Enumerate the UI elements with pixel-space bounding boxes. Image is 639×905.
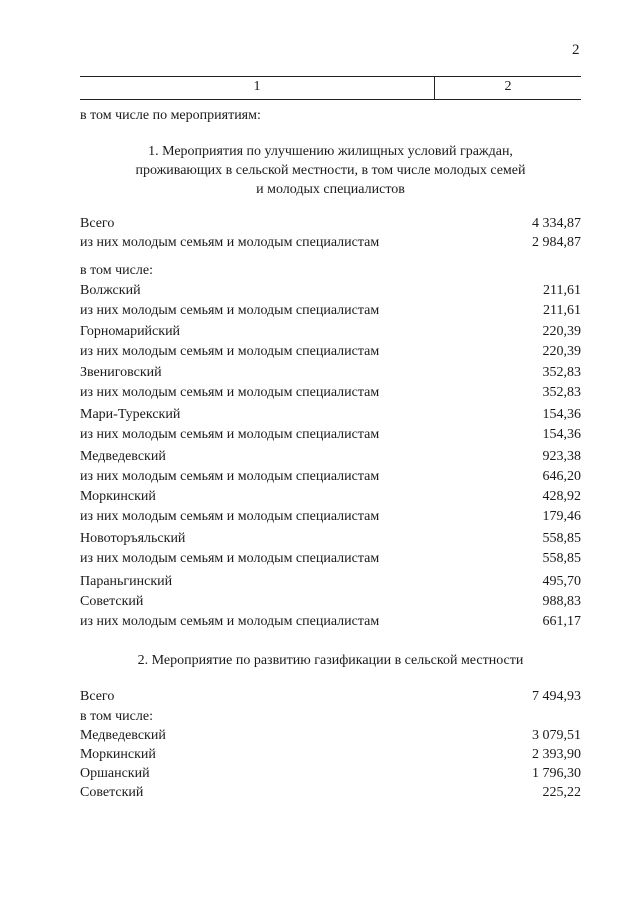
row-label: Параньгинский [80,574,173,589]
row-label: из них молодым семьям и молодым специалистам [80,509,380,524]
table-row [80,427,581,446]
row-value: 154,36 [542,427,581,442]
row-label: из них молодым семьям и молодым специалистам [80,469,380,484]
row-label: из них молодым семьям и молодым специалистам [80,614,380,629]
row-label: Звениговский [80,365,162,380]
section2-including: в том числе: [80,709,153,724]
row-label: Мари-Турекский [80,407,181,422]
table-row [80,385,581,404]
row-value: 225,22 [542,785,581,800]
table-row [80,574,581,593]
section1-including: в том числе: [80,263,153,278]
table-row [80,407,581,426]
table-row [80,614,581,633]
row-value: 1 796,30 [532,766,581,781]
row-label: Медведевский [80,449,166,464]
row-label: из них молодым семьям и молодым специалистам [80,303,380,318]
table-row [80,747,581,766]
table-row [80,531,581,550]
table-row [80,324,581,343]
table-header [80,76,581,100]
table-row [80,594,581,613]
row-value: 211,61 [543,283,581,298]
row-value: 220,39 [542,324,581,339]
row-value: 154,36 [542,407,581,422]
row-label: из них молодым семьям и молодым специалистам [80,427,380,442]
table-row [80,283,581,302]
row-value: 7 494,93 [532,689,581,704]
table-row [80,785,581,804]
section1-heading [80,142,581,199]
row-value: 220,39 [542,344,581,359]
row-value: 2 393,90 [532,747,581,762]
row-value: 558,85 [542,551,581,566]
row-label: из них молодым семьям и молодым специалистам [80,344,380,359]
table-row [80,303,581,322]
row-label: из них молодым семьям и молодым специалистам [80,551,380,566]
row-value: 646,20 [542,469,581,484]
section2-total-row [80,689,581,708]
table-row [80,469,581,488]
row-value: 2 984,87 [532,235,581,250]
table-row [80,728,581,747]
row-label: Советский [80,594,144,609]
table-header-col-1: 1 [253,79,261,94]
section1-heading-line: проживающих в сельской местности, в том числе молодых семей [135,163,526,178]
table-row [80,344,581,363]
row-value: 988,83 [542,594,581,609]
section1-heading-line: и молодых специалистов [256,182,405,197]
row-value: 661,17 [542,614,581,629]
row-value: 352,83 [542,385,581,400]
table-row [80,449,581,468]
table-row [80,489,581,508]
table-row [80,551,581,570]
row-value: 179,46 [542,509,581,524]
row-label: из них молодым семьям и молодым специалистам [80,235,380,250]
intro-text: в том числе по мероприятиям: [80,108,261,123]
section1-youth-row [80,235,581,254]
row-label: Всего [80,689,115,704]
row-label: Моркинский [80,489,156,504]
row-label: Медведевский [80,728,166,743]
table-row [80,509,581,528]
row-value: 428,92 [542,489,581,504]
row-label: Горномарийский [80,324,181,339]
row-value: 923,38 [542,449,581,464]
section1-heading-line: 1. Мероприятия по улучшению жилищных условий граждан, [148,144,513,159]
row-value: 495,70 [542,574,581,589]
row-label: Новоторъяльский [80,531,186,546]
row-label: Всего [80,216,115,231]
row-label: Волжский [80,283,141,298]
table-row [80,365,581,384]
row-value: 211,61 [543,303,581,318]
table-row [80,766,581,785]
row-label: Оршанский [80,766,150,781]
row-value: 352,83 [542,365,581,380]
row-value: 3 079,51 [532,728,581,743]
row-value: 4 334,87 [532,216,581,231]
section1-total-row [80,216,581,235]
row-value: 558,85 [542,531,581,546]
page-number: 2 [572,42,580,58]
table-header-col-2: 2 [504,79,512,94]
row-label: из них молодым семьям и молодым специалистам [80,385,380,400]
section2-heading: 2. Мероприятие по развитию газификации в сельской местности [137,653,524,668]
row-label: Моркинский [80,747,156,762]
row-label: Советский [80,785,144,800]
